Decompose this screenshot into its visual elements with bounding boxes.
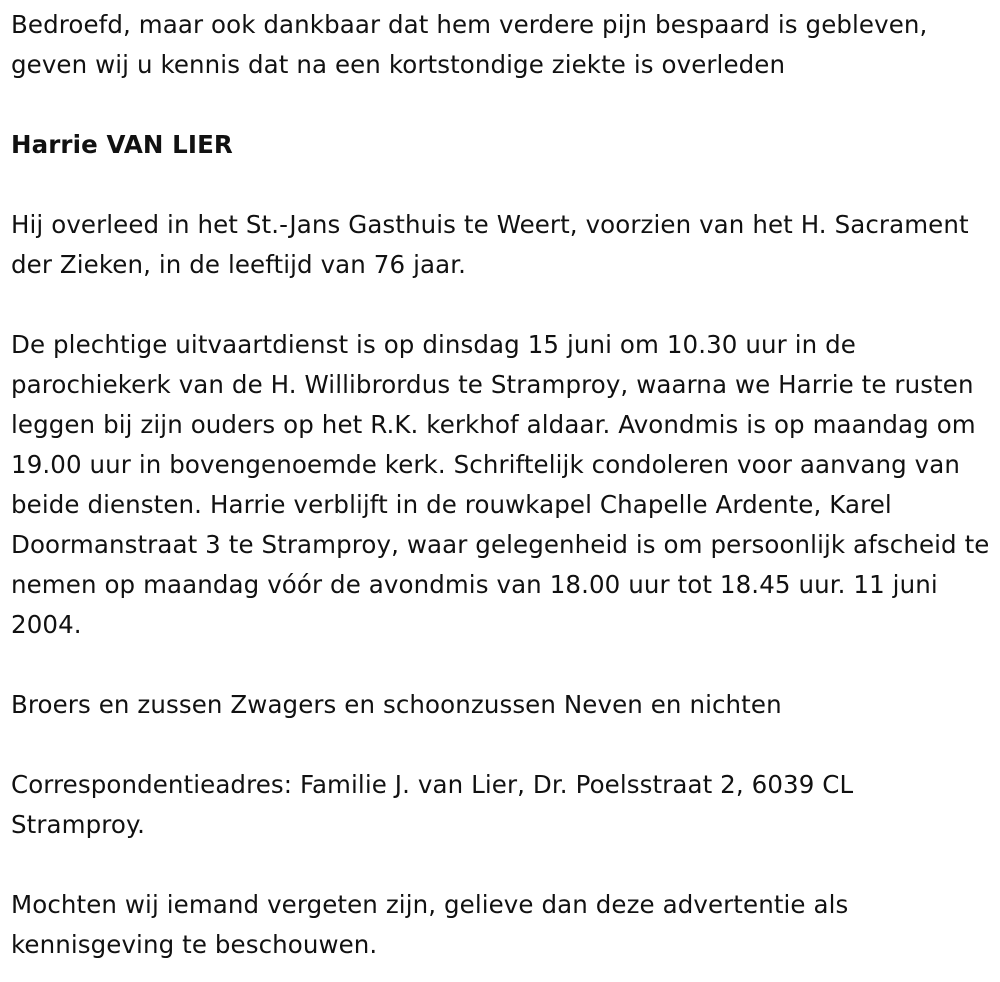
- deceased-name: Harrie VAN LIER: [11, 130, 233, 159]
- obituary-notice: [11, 5, 991, 965]
- funeral-details-paragraph: De plechtige uitvaartdienst is op dinsdag 15 juni om 10.30 uur in de parochiekerk van de H. Willibrordus te Stramproy, waarna we Harrie te rusten leggen bij zijn ouders op het R.K. kerkhof aldaar. Avondmis is op maandag om 19.00 uur in bovengenoemde kerk. Schriftelijk condoleren voor aanvang van beide diensten. Harrie verblijft in de rouwkapel Chapelle Ardente, Karel Doormanstraat 3 te Stramproy, waar gelegenheid is om persoonlijk afscheid te nemen op maandag vóór de avondmis van 18.00 uur tot 18.45 uur. 11 juni 2004.: [11, 330, 990, 639]
- closing-paragraph: Mochten wij iemand vergeten zijn, gelieve dan deze advertentie als kennisgeving te beschouwen.: [11, 890, 849, 959]
- correspondence-paragraph: Correspondentieadres: Familie J. van Lier, Dr. Poelsstraat 2, 6039 CL Stramproy.: [11, 770, 854, 839]
- family-paragraph: Broers en zussen Zwagers en schoonzussen Neven en nichten: [11, 690, 782, 719]
- intro-paragraph: Bedroefd, maar ook dankbaar dat hem verdere pijn bespaard is gebleven, geven wij u kennis dat na een kortstondige ziekte is overleden: [11, 10, 928, 79]
- death-details-paragraph: Hij overleed in het St.-Jans Gasthuis te Weert, voorzien van het H. Sacrament der Zieken, in de leeftijd van 76 jaar.: [11, 210, 969, 279]
